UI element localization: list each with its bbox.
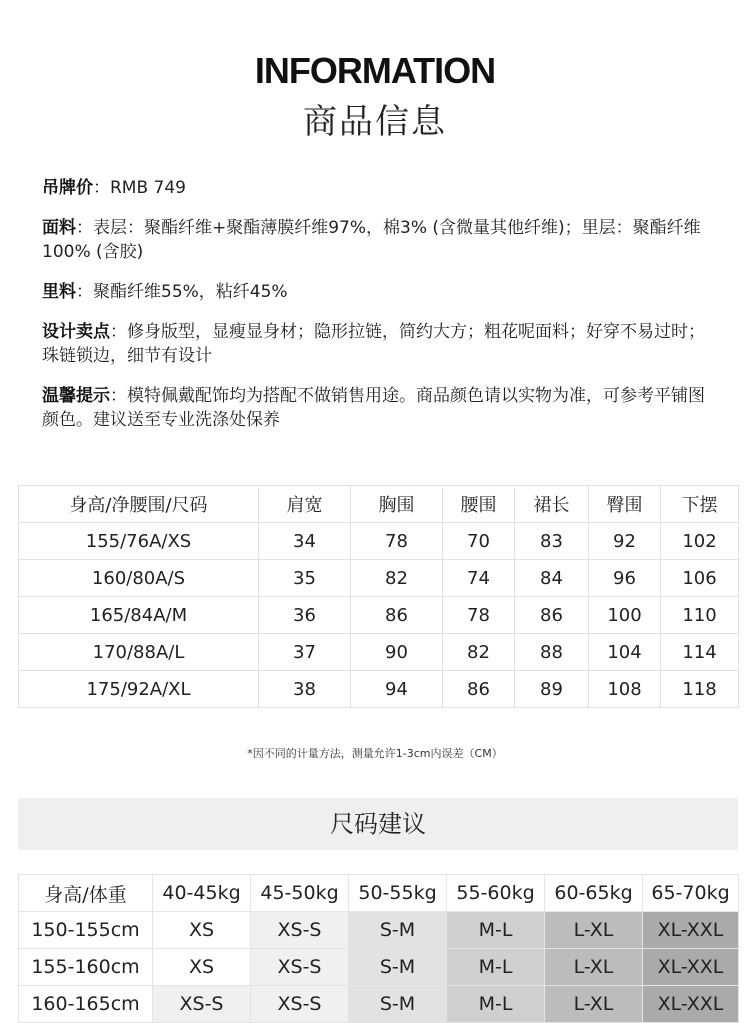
table-cell: XL-XXL: [643, 912, 739, 949]
size-recommendation-table: [18, 874, 739, 1023]
table-cell: 104: [589, 634, 661, 671]
table-cell: 82: [351, 560, 443, 597]
table-cell: 88: [515, 634, 589, 671]
table-cell: 89: [515, 671, 589, 708]
rec-header-cell: 50-55kg: [349, 875, 447, 912]
table-cell: 86: [515, 597, 589, 634]
size-header-cell: 腰围: [443, 486, 515, 523]
table-cell: L-XL: [545, 912, 643, 949]
rec-header-cell: 60-65kg: [545, 875, 643, 912]
table-cell: 100: [589, 597, 661, 634]
table-row: [19, 634, 739, 671]
rec-header-cell: 40-45kg: [153, 875, 251, 912]
size-header-cell: 身高/净腰围/尺码: [19, 486, 259, 523]
table-row: [19, 523, 739, 560]
size-header-cell: 肩宽: [259, 486, 351, 523]
info-lining: 里料：聚酯纤维55%，粘纤45%: [42, 282, 288, 302]
table-cell: 160/80A/S: [19, 560, 259, 597]
table-row: [19, 949, 739, 986]
table-cell: 165/84A/M: [19, 597, 259, 634]
table-cell: S-M: [349, 986, 447, 1023]
table-cell: XL-XXL: [643, 986, 739, 1023]
table-cell: 70: [443, 523, 515, 560]
table-cell: XS-S: [251, 986, 349, 1023]
size-header-cell: 下摆: [661, 486, 739, 523]
size-chart-header-row: [19, 486, 739, 523]
table-cell: 108: [589, 671, 661, 708]
table-cell: 114: [661, 634, 739, 671]
table-cell: 150-155cm: [19, 912, 153, 949]
size-header-cell: 胸围: [351, 486, 443, 523]
table-cell: 34: [259, 523, 351, 560]
table-row: [19, 912, 739, 949]
size-chart-table: [18, 485, 739, 708]
size-header-cell: 裙长: [515, 486, 589, 523]
measurement-note: *因不同的计量方法，测量允许1-3cm内误差（CM）: [247, 747, 503, 760]
table-cell: 78: [443, 597, 515, 634]
table-cell: 160-165cm: [19, 986, 153, 1023]
table-cell: 35: [259, 560, 351, 597]
table-cell: 90: [351, 634, 443, 671]
table-cell: XS-S: [251, 912, 349, 949]
table-cell: 106: [661, 560, 739, 597]
table-cell: XS: [153, 912, 251, 949]
info-fabric: 面料：表层：聚酯纤维+聚酯薄膜纤维97%，棉3% (含微量其他纤维)；里层：聚酯纤维100% (含胶): [42, 218, 701, 262]
table-cell: L-XL: [545, 986, 643, 1023]
table-cell: 82: [443, 634, 515, 671]
info-tips: 温馨提示：模特佩戴配饰均为搭配不做销售用途。商品颜色请以实物为准，可参考平铺图颜色。建议送至专业洗涤处保养: [42, 386, 705, 430]
table-cell: M-L: [447, 986, 545, 1023]
title-chinese: 商品信息: [303, 102, 447, 142]
table-cell: M-L: [447, 949, 545, 986]
table-cell: 170/88A/L: [19, 634, 259, 671]
table-cell: 175/92A/XL: [19, 671, 259, 708]
table-cell: L-XL: [545, 949, 643, 986]
rec-header-cell: 45-50kg: [251, 875, 349, 912]
title-english: INFORMATION: [254, 50, 496, 91]
table-cell: 155-160cm: [19, 949, 153, 986]
table-cell: S-M: [349, 949, 447, 986]
table-cell: XS-S: [251, 949, 349, 986]
table-cell: 84: [515, 560, 589, 597]
table-cell: 37: [259, 634, 351, 671]
info-tag-price: 吊牌价：RMB 749: [42, 178, 186, 198]
table-cell: 83: [515, 523, 589, 560]
table-cell: 102: [661, 523, 739, 560]
table-cell: XS: [153, 949, 251, 986]
product-info: [42, 176, 712, 448]
table-cell: 155/76A/XS: [19, 523, 259, 560]
size-header-cell: 臀围: [589, 486, 661, 523]
table-row: [19, 986, 739, 1023]
table-row: [19, 560, 739, 597]
size-advice-title: 尺码建议: [18, 798, 738, 850]
table-cell: 86: [443, 671, 515, 708]
table-cell: 110: [661, 597, 739, 634]
rec-header-cell: 55-60kg: [447, 875, 545, 912]
table-cell: 38: [259, 671, 351, 708]
rec-header-cell: 身高/体重: [19, 875, 153, 912]
recommendation-header-row: [19, 875, 739, 912]
table-cell: XL-XXL: [643, 949, 739, 986]
table-cell: 78: [351, 523, 443, 560]
table-cell: M-L: [447, 912, 545, 949]
table-cell: 74: [443, 560, 515, 597]
table-cell: XS-S: [153, 986, 251, 1023]
table-cell: S-M: [349, 912, 447, 949]
table-cell: 36: [259, 597, 351, 634]
table-row: [19, 671, 739, 708]
table-cell: 94: [351, 671, 443, 708]
table-row: [19, 597, 739, 634]
info-design-points: 设计卖点：修身版型，显瘦显身材；隐形拉链，简约大方；粗花呢面料；好穿不易过时；珠链锁边，细节有设计: [42, 322, 705, 366]
table-cell: 96: [589, 560, 661, 597]
rec-header-cell: 65-70kg: [643, 875, 739, 912]
table-cell: 118: [661, 671, 739, 708]
table-cell: 86: [351, 597, 443, 634]
table-cell: 92: [589, 523, 661, 560]
